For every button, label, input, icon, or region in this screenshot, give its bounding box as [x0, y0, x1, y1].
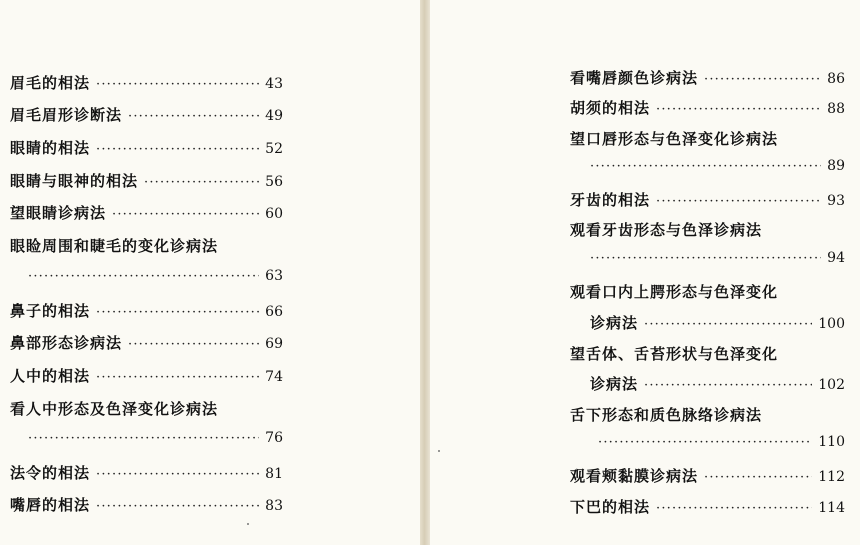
toc-title: 看人中形态及色泽变化诊病法	[10, 400, 219, 418]
toc-entry	[10, 300, 283, 321]
toc-entry-continuation	[598, 434, 845, 450]
toc-page-number: 88	[827, 101, 845, 117]
dot-leader	[598, 435, 812, 450]
dot-leader	[644, 317, 812, 332]
toc-title: 望眼睛诊病法	[10, 204, 107, 222]
dot-leader	[112, 207, 259, 222]
toc-page-number: 76	[265, 430, 283, 446]
dot-leader	[644, 378, 812, 393]
left-toc	[0, 0, 420, 545]
toc-page-number: 89	[827, 158, 845, 174]
toc-entry	[570, 67, 845, 88]
toc-page-number: 112	[818, 469, 845, 485]
toc-entry	[10, 72, 283, 93]
right-page	[430, 0, 860, 545]
dot-leader	[96, 142, 259, 157]
toc-entry	[10, 170, 283, 191]
toc-page-number: 83	[265, 498, 283, 514]
toc-entry	[590, 312, 845, 333]
dot-leader	[28, 269, 259, 284]
toc-page-number: 86	[827, 71, 845, 87]
toc-entry-continuation	[590, 250, 845, 266]
toc-page-number: 43	[265, 76, 283, 92]
toc-title: 观看口内上腭形态与色泽变化	[570, 283, 779, 301]
dot-leader	[128, 109, 259, 124]
toc-title: 眼睛的相法	[10, 139, 91, 157]
toc-title: 眉毛眉形诊断法	[10, 106, 123, 124]
paper-speck	[247, 523, 249, 525]
toc-entry	[10, 202, 283, 223]
toc-page-number: 63	[265, 268, 283, 284]
toc-entry	[10, 104, 283, 125]
toc-page-number: 66	[265, 304, 283, 320]
toc-entry	[570, 496, 845, 517]
toc-page-number: 100	[818, 316, 845, 332]
dot-leader	[656, 194, 821, 209]
toc-entry	[590, 373, 845, 394]
book-gutter	[420, 0, 430, 545]
toc-entry	[570, 465, 845, 486]
dot-leader	[590, 251, 821, 266]
toc-title: 望舌体、舌苔形状与色泽变化	[570, 345, 779, 363]
toc-entry	[10, 462, 283, 483]
toc-entry-continuation	[590, 158, 845, 174]
dot-leader	[656, 501, 812, 516]
toc-page-number: 102	[818, 377, 845, 393]
toc-title: 胡须的相法	[570, 99, 651, 117]
toc-title: 望口唇形态与色泽变化诊病法	[570, 130, 779, 148]
toc-title: 诊病法	[590, 314, 639, 332]
toc-entry	[10, 365, 283, 386]
toc-title: 眉毛的相法	[10, 74, 91, 92]
toc-title: 观看牙齿形态与色泽诊病法	[570, 221, 763, 239]
toc-entry	[570, 97, 845, 118]
dot-leader	[96, 499, 259, 514]
toc-title: 诊病法	[590, 375, 639, 393]
left-page	[0, 0, 420, 545]
toc-page-number: 81	[265, 466, 283, 482]
toc-title: 眼睛与眼神的相法	[10, 172, 139, 190]
toc-title: 鼻部形态诊病法	[10, 334, 123, 352]
toc-entry-continuation	[28, 430, 283, 446]
toc-page-number: 93	[827, 193, 845, 209]
dot-leader	[96, 77, 259, 92]
toc-page-number: 114	[818, 500, 845, 516]
toc-title: 嘴唇的相法	[10, 496, 91, 514]
dot-leader	[128, 337, 259, 352]
dot-leader	[28, 431, 259, 446]
toc-title: 牙齿的相法	[570, 191, 651, 209]
toc-title: 舌下形态和质色脉络诊病法	[570, 406, 763, 424]
dot-leader	[656, 102, 821, 117]
toc-page-number: 56	[265, 174, 283, 190]
dot-leader	[144, 175, 259, 190]
toc-entry	[10, 494, 283, 515]
toc-page-number: 110	[818, 434, 845, 450]
paper-speck	[438, 450, 440, 452]
toc-title: 人中的相法	[10, 367, 91, 385]
toc-title: 观看颊黏膜诊病法	[570, 467, 699, 485]
toc-entry	[10, 332, 283, 353]
toc-title: 法令的相法	[10, 464, 91, 482]
toc-title: 鼻子的相法	[10, 302, 91, 320]
toc-page-number: 52	[265, 141, 283, 157]
toc-page-number: 60	[265, 206, 283, 222]
toc-title: 看嘴唇颜色诊病法	[570, 69, 699, 87]
dot-leader	[96, 467, 259, 482]
right-toc	[430, 0, 860, 545]
toc-page-number: 69	[265, 336, 283, 352]
toc-entry	[10, 137, 283, 158]
toc-page-number: 74	[265, 369, 283, 385]
dot-leader	[590, 159, 821, 174]
toc-title: 下巴的相法	[570, 498, 651, 516]
dot-leader	[704, 470, 812, 485]
toc-entry-continuation	[28, 268, 283, 284]
dot-leader	[96, 370, 259, 385]
dot-leader	[96, 305, 259, 320]
toc-title: 眼睑周围和睫毛的变化诊病法	[10, 237, 219, 255]
dot-leader	[704, 72, 821, 87]
toc-page-number: 94	[827, 250, 845, 266]
toc-entry	[570, 189, 845, 210]
toc-page-number: 49	[265, 108, 283, 124]
